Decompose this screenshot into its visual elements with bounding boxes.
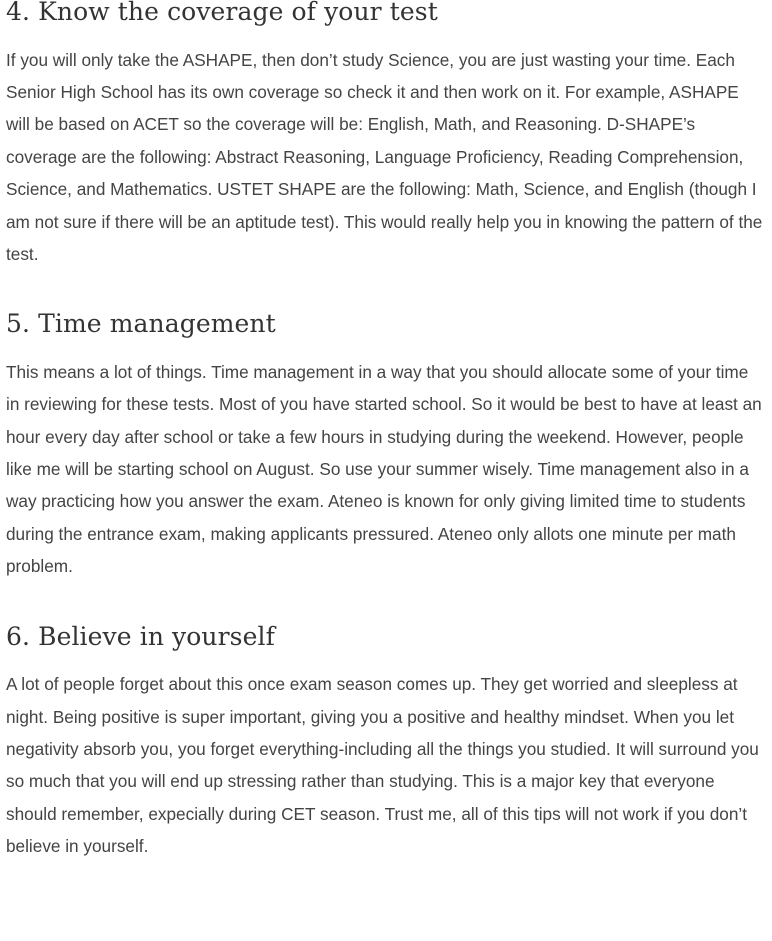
section-time-management	[6, 303, 766, 582]
section-heading: 4. Know the coverage of your test	[6, 0, 438, 26]
section-coverage	[6, 0, 766, 270]
section-paragraph: This means a lot of things. Time management in a way that you should allocate some of your time in reviewing for these tests. Most of you have started school. So it would be best to have at least an hour every day after school or take a few hours in studying during the weekend. However, people like me will be starting school on August. So use your summer wisely. Time management also in a way practicing how you answer the exam. Ateneo is known for only giving limited time to students during the entrance exam, making applicants pressured. Ateneo only allots one minute per math problem.	[6, 361, 762, 577]
article-content	[6, 0, 766, 863]
section-paragraph: A lot of people forget about this once exam season comes up. They get worried and sleepless at night. Being positive is super important, giving you a positive and healthy mindset. When you let negativity absorb you, you forget everything-including all the things you studied. It will surround you so much that you will end up stressing rather than studying. This is a major key that everyone should remember, expecially during CET season. Trust me, all of this tips will not work if you don’t believe in yourself.	[6, 674, 759, 857]
section-heading: 6. Believe in yourself	[6, 621, 275, 651]
section-believe	[6, 616, 766, 863]
section-paragraph: If you will only take the ASHAPE, then don’t study Science, you are just wasting your time. Each Senior High School has its own coverage so check it and then work on it. For example, ASHAPE will be based on ACET so the coverage will be: English, Math, and Reasoning. D-SHAPE’s coverage are the following: Abstract Reasoning, Language Proficiency, Reading Comprehension, Science, and Mathematics. USTET SHAPE are the following: Math, Science, and English (though I am not sure if there will be an aptitude test). This would really help you in knowing the pattern of the test.	[6, 49, 763, 264]
section-heading: 5. Time management	[6, 309, 276, 339]
